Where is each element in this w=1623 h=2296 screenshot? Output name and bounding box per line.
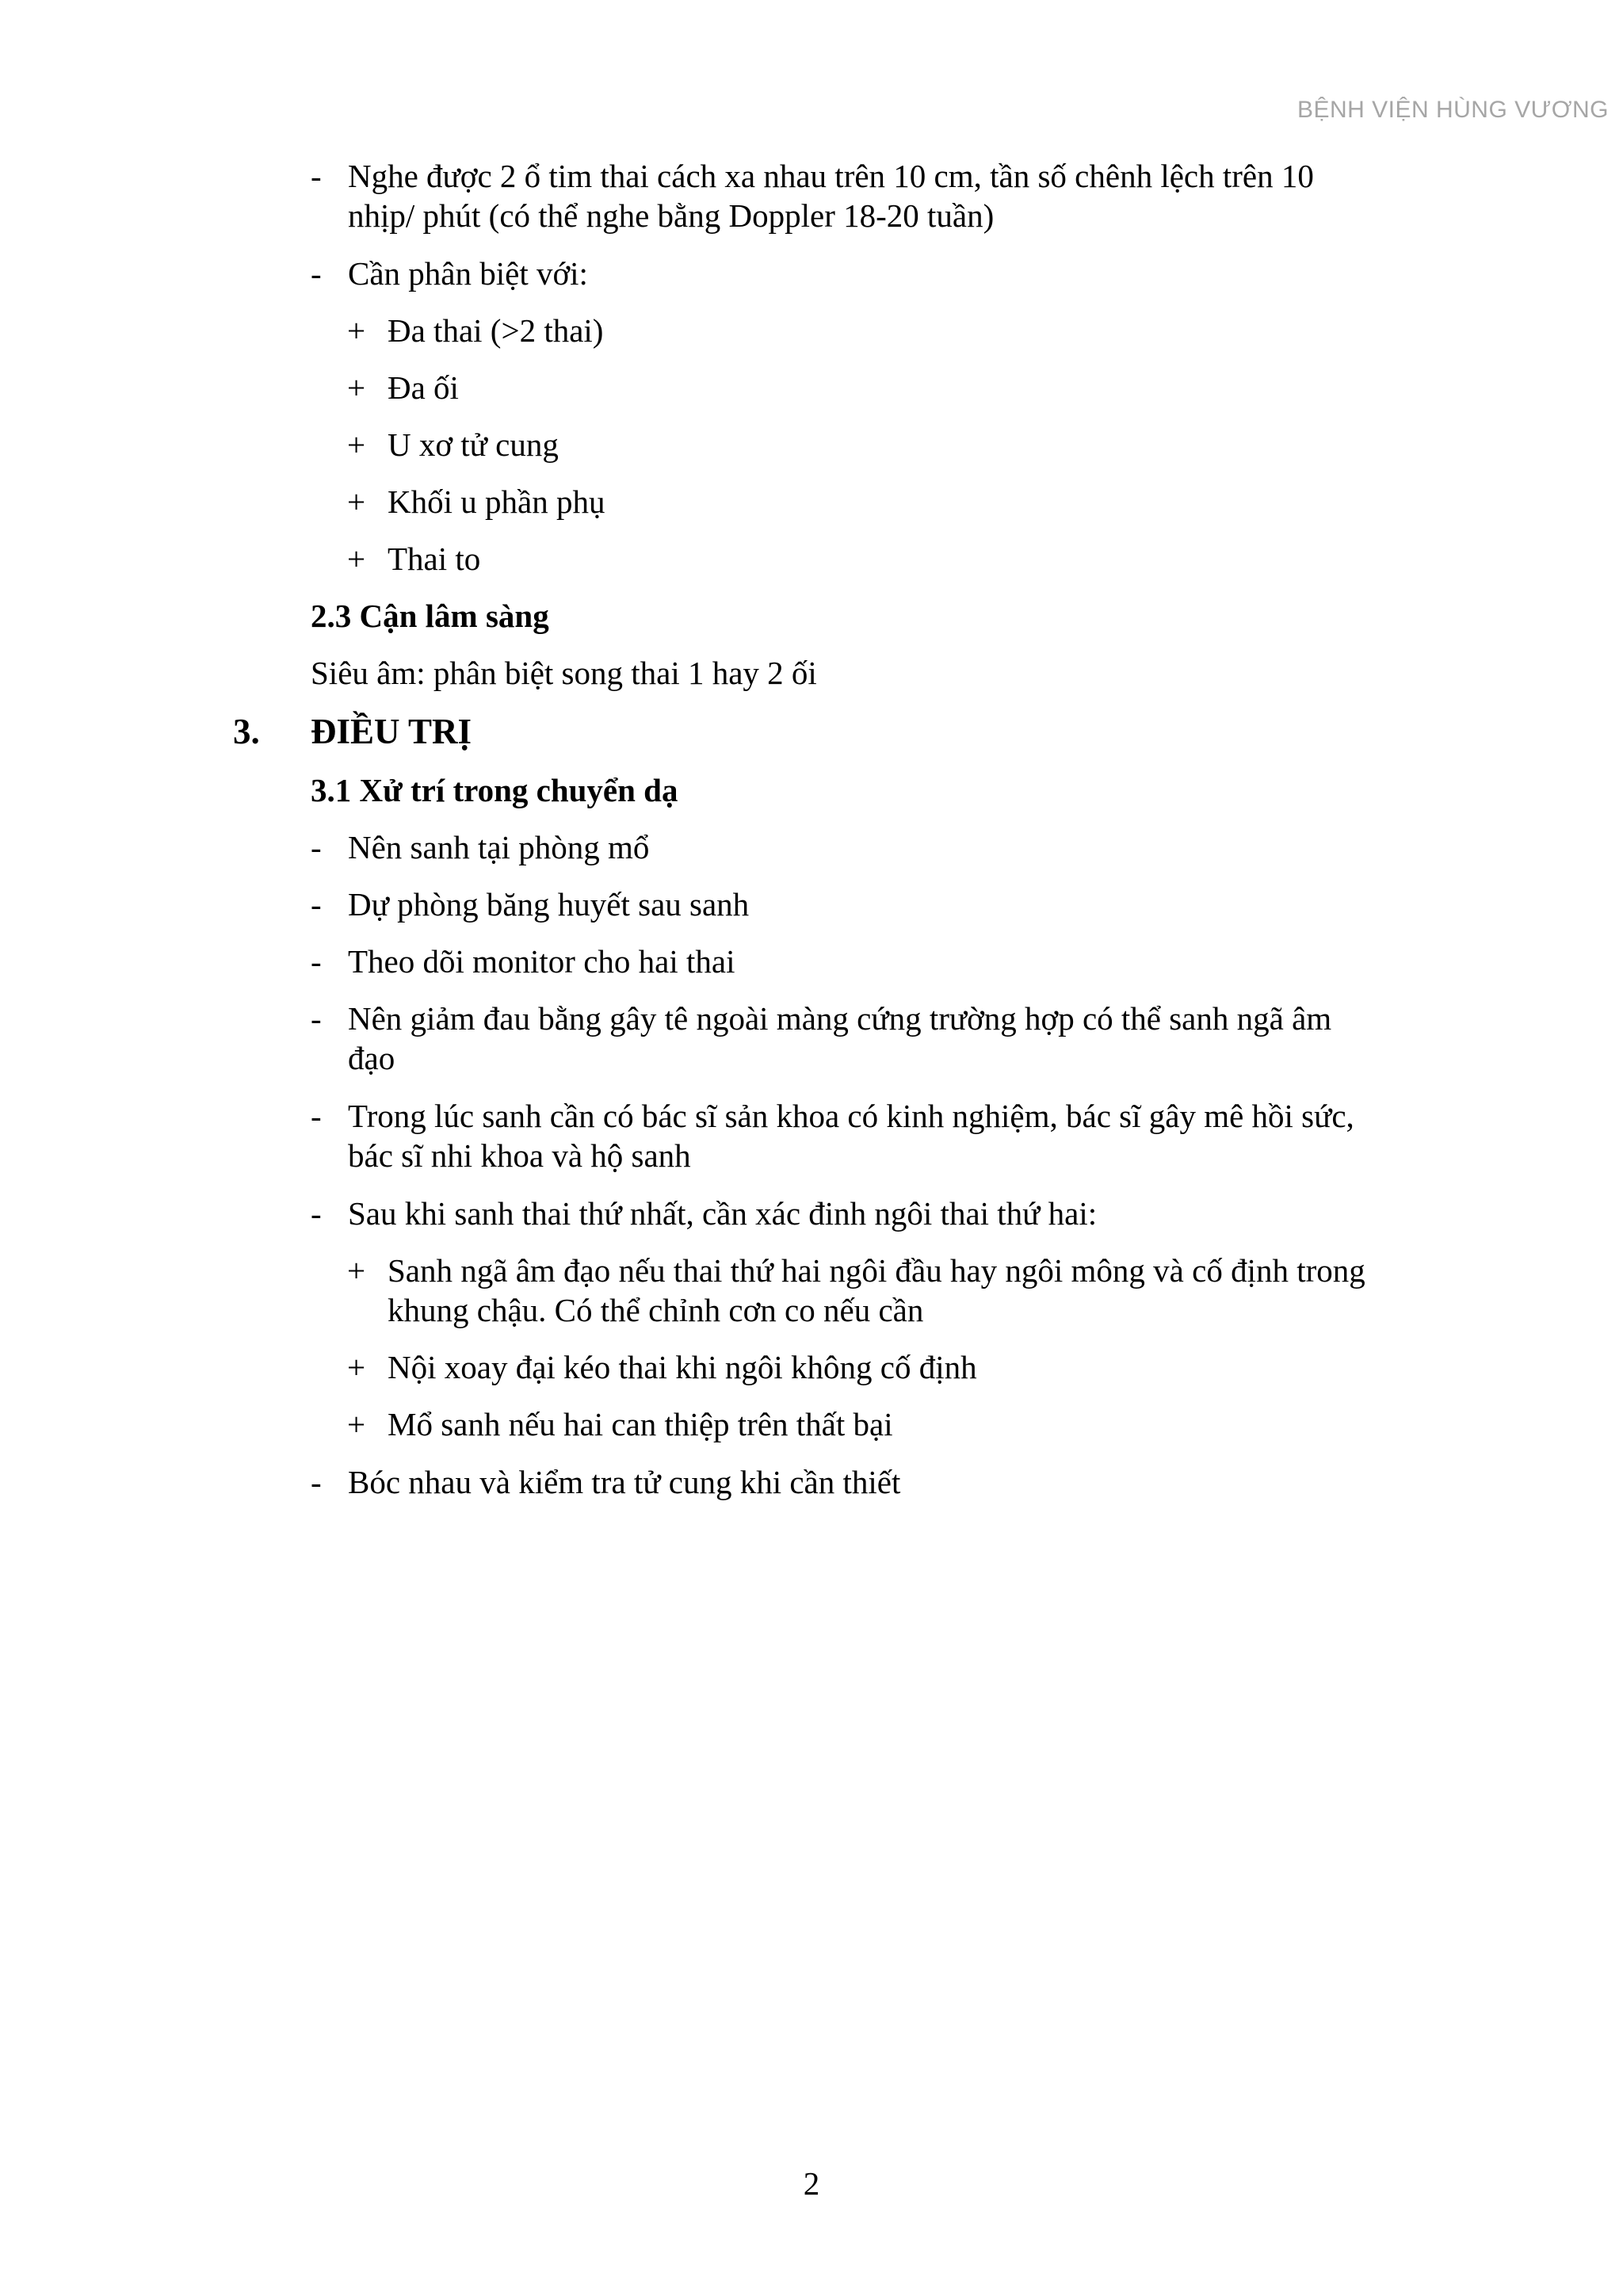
list-item-text: bác sĩ nhi khoa và hộ sanh xyxy=(348,1137,691,1174)
subsection-heading: 3.1 Xử trí trong chuyển dạ xyxy=(311,772,678,808)
list-item-text: Nên sanh tại phòng mổ xyxy=(348,829,650,865)
list-item-text: Nên giảm đau bằng gây tê ngoài màng cứng trường hợp có thể sanh ngã âm xyxy=(348,1000,1332,1037)
dash-marker: - xyxy=(311,1464,322,1500)
plus-marker: + xyxy=(347,426,366,463)
dash-marker: - xyxy=(311,158,322,194)
sub-item-text: Sanh ngã âm đạo nếu thai thứ hai ngôi đầu hay ngôi mông và cố định trong xyxy=(388,1252,1365,1289)
list-item-text: Bóc nhau và kiểm tra tử cung khi cần thiết xyxy=(348,1464,901,1500)
plus-marker: + xyxy=(347,1406,366,1442)
sub-item-text: Đa ối xyxy=(388,369,459,406)
sub-item-text: Nội xoay đại kéo thai khi ngôi không cố định xyxy=(388,1349,977,1385)
plus-marker: + xyxy=(347,312,366,349)
sub-item-text: Khối u phần phụ xyxy=(388,483,605,520)
list-item-text: Dự phòng băng huyết sau sanh xyxy=(348,886,750,923)
list-item-text: Cần phân biệt với: xyxy=(348,255,588,292)
dash-marker: - xyxy=(311,886,322,923)
dash-marker: - xyxy=(311,1000,322,1037)
list-item-text: Trong lúc sanh cần có bác sĩ sản khoa có kinh nghiệm, bác sĩ gây mê hồi sức, xyxy=(348,1098,1354,1134)
dash-marker: - xyxy=(311,1098,322,1134)
plus-marker: + xyxy=(347,369,366,406)
plus-marker: + xyxy=(347,1349,366,1385)
plus-marker: + xyxy=(347,541,366,577)
section-heading: ĐIỀU TRỊ xyxy=(311,712,472,751)
paragraph: Siêu âm: phân biệt song thai 1 hay 2 ối xyxy=(311,655,817,691)
dash-marker: - xyxy=(311,1195,322,1232)
sub-item-text: Đa thai (>2 thai) xyxy=(388,312,604,349)
dash-marker: - xyxy=(311,255,322,292)
list-item-text: đạo xyxy=(348,1040,395,1076)
page-number: 2 xyxy=(803,2165,820,2202)
section-number: 3. xyxy=(233,712,260,751)
subsection-heading: 2.3 Cận lâm sàng xyxy=(311,598,549,634)
list-item-text: nhịp/ phút (có thể nghe bằng Doppler 18-20 tuần) xyxy=(348,197,995,234)
dash-marker: - xyxy=(311,829,322,865)
list-item-text: Sau khi sanh thai thứ nhất, cần xác đinh ngôi thai thứ hai: xyxy=(348,1195,1098,1232)
sub-item-text: U xơ tử cung xyxy=(388,426,559,463)
sub-item-text: Thai to xyxy=(388,541,481,577)
plus-marker: + xyxy=(347,1252,366,1289)
sub-item-text: Mổ sanh nếu hai can thiệp trên thất bại xyxy=(388,1406,893,1442)
sub-item-text: khung chậu. Có thể chỉnh cơn co nếu cần xyxy=(388,1292,924,1328)
hospital-header: BỆNH VIỆN HÙNG VƯƠNG xyxy=(1296,97,1609,123)
plus-marker: + xyxy=(347,483,366,520)
list-item-text: Nghe được 2 ổ tim thai cách xa nhau trên 10 cm, tần số chênh lệch trên 10 xyxy=(348,158,1314,194)
dash-marker: - xyxy=(311,943,322,980)
list-item-text: Theo dõi monitor cho hai thai xyxy=(348,943,735,980)
